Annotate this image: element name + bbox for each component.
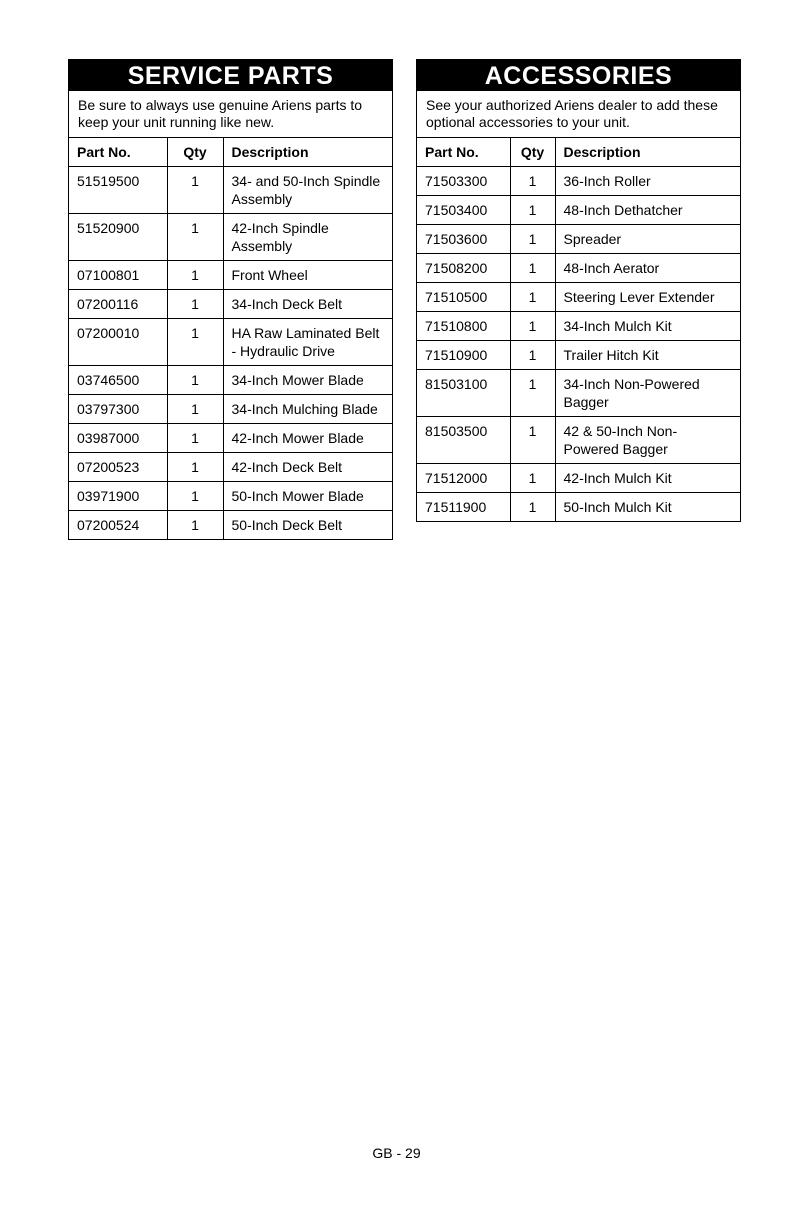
table-row <box>69 319 392 366</box>
description-cell: 34-Inch Mower Blade <box>223 366 392 395</box>
qty-cell: 1 <box>510 167 555 196</box>
part-number-cell: 03971900 <box>69 482 167 511</box>
column-header-part-no: Part No. <box>417 138 510 167</box>
description-cell: 34-Inch Non-Powered Bagger <box>555 370 740 417</box>
column-header-part-no: Part No. <box>69 138 167 167</box>
part-number-cell: 07200524 <box>69 511 167 540</box>
qty-cell: 1 <box>167 290 223 319</box>
part-number-cell: 71503400 <box>417 196 510 225</box>
table-row <box>69 214 392 261</box>
description-cell: 48-Inch Dethatcher <box>555 196 740 225</box>
part-number-cell: 71503600 <box>417 225 510 254</box>
part-number-cell: 07200116 <box>69 290 167 319</box>
column-header-description: Description <box>223 138 392 167</box>
qty-cell: 1 <box>167 214 223 261</box>
service-parts-panel <box>68 59 393 540</box>
qty-cell: 1 <box>510 225 555 254</box>
part-number-cell: 03746500 <box>69 366 167 395</box>
description-cell: HA Raw Laminated Belt - Hydraulic Drive <box>223 319 392 366</box>
table-row <box>69 366 392 395</box>
description-cell: 48-Inch Aerator <box>555 254 740 283</box>
qty-cell: 1 <box>167 167 223 214</box>
description-cell: 50-Inch Mulch Kit <box>555 493 740 522</box>
description-cell: 42-Inch Mower Blade <box>223 424 392 453</box>
table-header-row <box>417 138 740 167</box>
qty-cell: 1 <box>167 511 223 540</box>
accessories-rows <box>417 167 740 522</box>
qty-cell: 1 <box>510 196 555 225</box>
part-number-cell: 03797300 <box>69 395 167 424</box>
part-number-cell: 71503300 <box>417 167 510 196</box>
part-number-cell: 71511900 <box>417 493 510 522</box>
qty-cell: 1 <box>510 283 555 312</box>
table-row <box>69 424 392 453</box>
qty-cell: 1 <box>510 370 555 417</box>
service-parts-rows <box>69 167 392 540</box>
table-row <box>417 254 740 283</box>
accessories-panel <box>416 59 741 522</box>
part-number-cell: 07200010 <box>69 319 167 366</box>
table-row <box>69 167 392 214</box>
qty-cell: 1 <box>510 341 555 370</box>
table-row <box>69 453 392 482</box>
qty-cell: 1 <box>167 453 223 482</box>
table-row <box>69 511 392 540</box>
description-cell: Trailer Hitch Kit <box>555 341 740 370</box>
page-number: GB - 29 <box>372 1145 421 1161</box>
qty-cell: 1 <box>510 312 555 341</box>
part-number-cell: 51519500 <box>69 167 167 214</box>
part-number-cell: 71510900 <box>417 341 510 370</box>
qty-cell: 1 <box>167 395 223 424</box>
part-number-cell: 81503100 <box>417 370 510 417</box>
part-number-cell: 07200523 <box>69 453 167 482</box>
part-number-cell: 71510800 <box>417 312 510 341</box>
table-header-row <box>69 138 392 167</box>
description-cell: 34-Inch Mulching Blade <box>223 395 392 424</box>
qty-cell: 1 <box>167 319 223 366</box>
description-cell: Spreader <box>555 225 740 254</box>
part-number-cell: 03987000 <box>69 424 167 453</box>
description-cell: Front Wheel <box>223 261 392 290</box>
table-row <box>69 290 392 319</box>
part-number-cell: 71508200 <box>417 254 510 283</box>
description-cell: 34- and 50-Inch Spindle Assembly <box>223 167 392 214</box>
column-header-qty: Qty <box>167 138 223 167</box>
service-parts-intro: Be sure to always use genuine Ariens parts to keep your unit running like new. <box>69 91 392 138</box>
part-number-cell: 51520900 <box>69 214 167 261</box>
description-cell: Steering Lever Extender <box>555 283 740 312</box>
service-parts-title: SERVICE PARTS <box>69 60 392 91</box>
qty-cell: 1 <box>510 493 555 522</box>
description-cell: 42-Inch Deck Belt <box>223 453 392 482</box>
description-cell: 50-Inch Deck Belt <box>223 511 392 540</box>
qty-cell: 1 <box>167 261 223 290</box>
table-row <box>417 464 740 493</box>
table-row <box>417 493 740 522</box>
description-cell: 34-Inch Mulch Kit <box>555 312 740 341</box>
accessories-table <box>417 138 740 522</box>
table-row <box>417 370 740 417</box>
qty-cell: 1 <box>167 366 223 395</box>
qty-cell: 1 <box>167 424 223 453</box>
qty-cell: 1 <box>167 482 223 511</box>
table-row <box>69 395 392 424</box>
table-row <box>417 341 740 370</box>
qty-cell: 1 <box>510 464 555 493</box>
part-number-cell: 71512000 <box>417 464 510 493</box>
description-cell: 34-Inch Deck Belt <box>223 290 392 319</box>
qty-cell: 1 <box>510 417 555 464</box>
part-number-cell: 81503500 <box>417 417 510 464</box>
table-row <box>417 417 740 464</box>
description-cell: 36-Inch Roller <box>555 167 740 196</box>
table-row <box>69 261 392 290</box>
description-cell: 42-Inch Mulch Kit <box>555 464 740 493</box>
description-cell: 50-Inch Mower Blade <box>223 482 392 511</box>
table-row <box>417 167 740 196</box>
table-row <box>417 196 740 225</box>
table-row <box>417 312 740 341</box>
table-row <box>69 482 392 511</box>
accessories-intro: See your authorized Ariens dealer to add these optional accessories to your unit. <box>417 91 740 138</box>
description-cell: 42-Inch Spindle Assembly <box>223 214 392 261</box>
table-row <box>417 283 740 312</box>
table-row <box>417 225 740 254</box>
accessories-title: ACCESSORIES <box>417 60 740 91</box>
part-number-cell: 07100801 <box>69 261 167 290</box>
qty-cell: 1 <box>510 254 555 283</box>
column-header-qty: Qty <box>510 138 555 167</box>
part-number-cell: 71510500 <box>417 283 510 312</box>
column-header-description: Description <box>555 138 740 167</box>
service-parts-table <box>69 138 392 540</box>
description-cell: 42 & 50-Inch Non-Powered Bagger <box>555 417 740 464</box>
